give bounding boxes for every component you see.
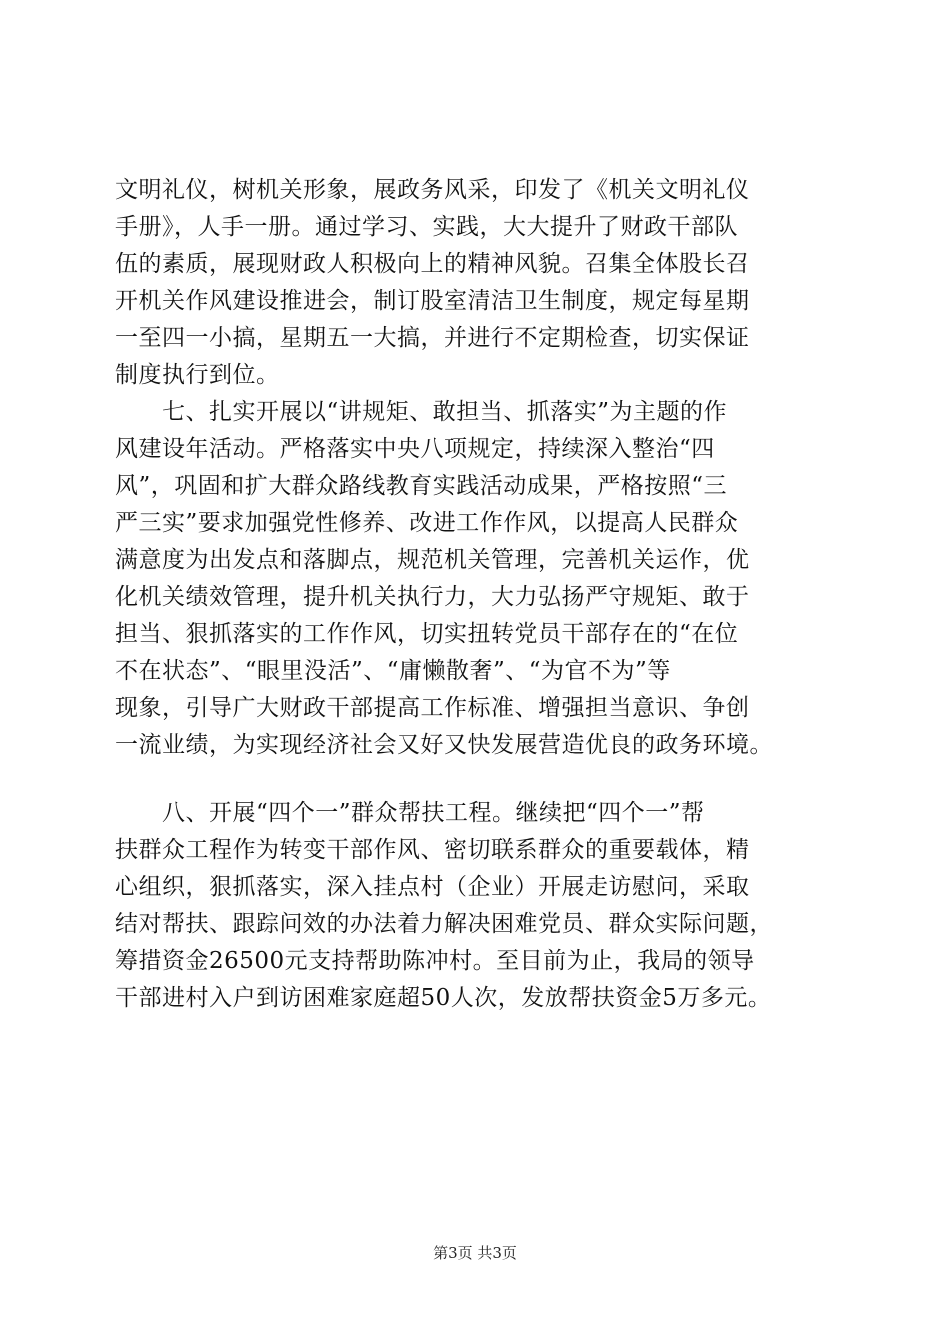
- text-block-second: [115, 795, 840, 1017]
- text-line: 七、扎实开展以“讲规矩、敢担当、抓落实”为主题的作: [115, 399, 728, 425]
- text-line: 筹措资金26500元支持帮助陈冲村。至目前为止，我局的领导: [115, 948, 755, 974]
- text-line: 一至四一小搞，星期五一大搞，并进行不定期检查，切实保证: [115, 325, 750, 351]
- text-line: 严三实”要求加强党性修养、改进工作作风，以提高人民群众: [115, 510, 739, 536]
- page-footer: [0, 1243, 950, 1263]
- text-line: 一流业绩，为实现经济社会又好又快发展营造优良的政务环境。: [115, 732, 773, 758]
- text-line: 制度执行到位。: [115, 362, 280, 388]
- text-line: 满意度为出发点和落脚点，规范机关管理，完善机关运作，优: [115, 547, 750, 573]
- text-line: 手册》，人手一册。通过学习、实践，大大提升了财政干部队: [115, 214, 738, 240]
- text-line: 开机关作风建设推进会，制订股室清洁卫生制度，规定每星期: [115, 288, 750, 314]
- text-line: 风建设年活动。严格落实中央八项规定，持续深入整治“四: [115, 436, 715, 462]
- document-body: [115, 172, 840, 1017]
- text-line: 结对帮扶、跟踪问效的办法着力解决困难党员、群众实际问题，: [115, 911, 773, 937]
- paragraph-gap: [115, 764, 840, 795]
- text-block-first: [115, 172, 840, 764]
- text-line: 现象，引导广大财政干部提高工作标准、增强担当意识、争创: [115, 695, 750, 721]
- text-line: 扶群众工程作为转变干部作风、密切联系群众的重要载体，精: [115, 837, 750, 863]
- text-line: 化机关绩效管理，提升机关执行力，大力弘扬严守规矩、敢于: [115, 584, 750, 610]
- text-line: 不在状态”、“眼里没活”、“庸懒散奢”、“为官不为”等: [115, 658, 671, 684]
- text-line: 干部进村入户到访困难家庭超50人次，发放帮扶资金5万多元。: [115, 985, 772, 1011]
- text-line: 八、开展“四个一”群众帮扶工程。继续把“四个一”帮: [115, 800, 705, 826]
- text-line: 担当、狠抓落实的工作作风，切实扭转党员干部存在的“在位: [115, 621, 739, 647]
- text-line: 心组织，狠抓落实，深入挂点村（企业）开展走访慰问，采取: [115, 874, 750, 900]
- text-line: 文明礼仪，树机关形象，展政务风采，印发了《机关文明礼仪: [115, 177, 750, 203]
- text-line: 风”，巩固和扩大群众路线教育实践活动成果，严格按照“三: [115, 473, 728, 499]
- page-number-label: 第3页 共3页: [433, 1244, 517, 1262]
- text-line: 伍的素质，展现财政人积极向上的精神风貌。召集全体股长召: [115, 251, 750, 277]
